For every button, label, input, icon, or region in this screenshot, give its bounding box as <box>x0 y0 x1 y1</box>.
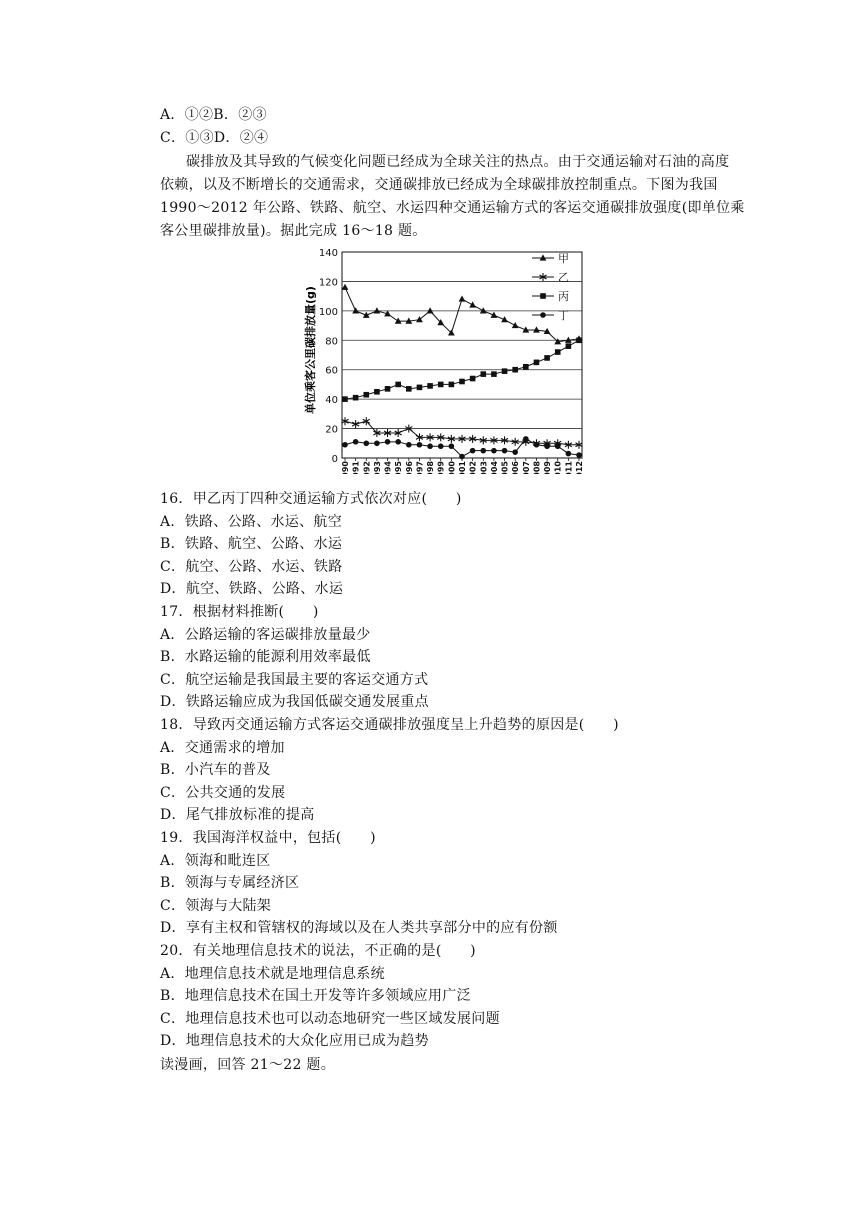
x-tick-label: 1996 <box>404 461 414 474</box>
data-point-square <box>534 360 540 366</box>
data-point-square <box>374 389 380 395</box>
answer-option: B．小汽车的普及 <box>160 762 271 779</box>
answer-option: D．铁路运输应成为我国低碳交通发展重点 <box>160 694 429 711</box>
data-point-square <box>491 371 497 377</box>
data-point-square <box>459 379 465 385</box>
data-point-circle <box>512 449 518 455</box>
data-point-circle <box>427 443 433 449</box>
x-tick-label: 2005 <box>500 461 510 474</box>
x-tick-label: 2004 <box>489 461 499 474</box>
passage-line: 1990～2012 年公路、铁路、航空、水运四种交通运输方式的客运交通碳排放强度(即单位乘 <box>160 200 745 216</box>
data-point-circle <box>363 440 369 446</box>
x-tick-label: 2012 <box>575 461 584 474</box>
data-point-circle <box>385 439 391 445</box>
x-tick-label: 2003 <box>479 461 489 474</box>
x-tick-label: 2011 <box>564 461 574 474</box>
answer-option: C．航空、公路、水运、铁路 <box>160 558 343 575</box>
x-tick-label: 2008 <box>532 461 542 474</box>
x-tick-label: 2006 <box>511 461 521 474</box>
answer-option: B．水路运输的能源利用效率最低 <box>160 649 371 666</box>
data-point-triangle <box>480 307 487 313</box>
answer-option: D．航空、铁路、公路、水运 <box>160 581 344 598</box>
data-point-triangle <box>352 307 359 313</box>
x-tick-label: 2001 <box>458 461 467 474</box>
answer-option: D．地理信息技术的大众化应用已成为趋势 <box>160 1033 429 1050</box>
passage-line: 碳排放及其导致的气候变化问题已经成为全球关注的热点。由于交通运输对石油的高度 <box>186 154 730 170</box>
data-point-circle <box>438 443 444 449</box>
x-tick-label: 1998 <box>426 461 436 474</box>
data-point-triangle <box>374 307 381 313</box>
answer-option: B．地理信息技术在国土开发等许多领域应用广泛 <box>160 988 471 1005</box>
legend-marker <box>540 293 546 299</box>
answer-option: B．领海与专属经济区 <box>160 875 300 892</box>
data-point-circle <box>566 451 572 457</box>
data-point-circle <box>449 443 455 449</box>
answer-option: D．尾气排放标准的提高 <box>160 807 315 824</box>
x-tick-label: 2000 <box>447 461 457 474</box>
data-point-star <box>342 417 349 425</box>
x-tick-label: 2010 <box>553 461 563 474</box>
data-point-triangle <box>342 284 349 290</box>
passage-line: 客公里碳排放量)。据此完成 16～18 题。 <box>160 223 427 239</box>
closing-line: 读漫画，回答 21～22 题。 <box>160 1057 336 1073</box>
data-point-circle <box>395 439 401 445</box>
data-point-circle <box>417 442 423 448</box>
x-tick-label: 2002 <box>468 461 478 474</box>
x-tick-label: 1990 <box>341 461 350 474</box>
x-tick-label: 1991 <box>351 461 361 474</box>
y-axis-label: 单位乘客公里碳排放量(g) <box>304 286 317 414</box>
data-point-square <box>544 355 550 361</box>
data-point-circle <box>534 442 540 448</box>
x-tick-label: 1992 <box>362 461 372 474</box>
data-point-circle <box>470 448 476 454</box>
data-point-square <box>342 396 348 402</box>
answer-option: A．领海和毗连区 <box>160 852 271 869</box>
question-stem: 18．导致丙交通运输方式客运交通碳排放强度呈上升趋势的原因是( ) <box>160 717 619 733</box>
data-point-circle <box>406 442 412 448</box>
data-point-circle <box>491 448 497 454</box>
y-tick-label: 20 <box>325 424 338 436</box>
answer-option: D．享有主权和管辖权的海域以及在人类共享部分中的应有份额 <box>160 920 558 937</box>
y-tick-label: 80 <box>325 336 338 348</box>
data-point-square <box>363 392 369 398</box>
legend-label: 乙 <box>558 271 569 284</box>
data-point-square <box>576 337 582 343</box>
x-tick-label: 2009 <box>543 461 553 474</box>
data-point-circle <box>480 448 486 454</box>
y-tick-label: 60 <box>325 365 338 377</box>
data-point-triangle <box>427 307 434 313</box>
data-point-circle <box>342 442 348 448</box>
data-point-triangle <box>459 295 466 301</box>
x-tick-label: 1997 <box>415 461 425 474</box>
answer-option: C．公共交通的发展 <box>160 784 286 801</box>
x-tick-label: 1994 <box>383 461 393 474</box>
data-point-square <box>566 343 572 349</box>
answer-option: C．地理信息技术也可以动态地研究一些区域发展问题 <box>160 1010 500 1027</box>
y-tick-label: 100 <box>318 306 338 318</box>
legend-label: 丁 <box>558 309 569 322</box>
legend-label: 甲 <box>558 252 569 265</box>
y-tick-label: 0 <box>331 454 338 465</box>
y-tick-label: 120 <box>318 277 338 289</box>
data-point-circle <box>374 440 380 446</box>
data-point-square <box>512 367 518 373</box>
question-stem: 20．有关地理信息技术的说法，不正确的是( ) <box>160 943 476 959</box>
data-point-triangle <box>512 322 519 328</box>
data-point-circle <box>576 452 582 458</box>
option-line: A．①②B．②③ <box>160 107 267 123</box>
passage-line: 依赖，以及不断增长的交通需求，交通碳排放已经成为全球碳排放控制重点。下图为我国 <box>160 177 718 193</box>
data-point-circle <box>502 448 508 454</box>
data-point-star <box>352 420 359 428</box>
data-point-square <box>406 386 412 392</box>
data-point-circle <box>555 443 561 449</box>
data-point-square <box>449 382 455 388</box>
x-tick-label: 1993 <box>372 461 382 474</box>
answer-option: A．交通需求的增加 <box>160 739 285 756</box>
plot-frame <box>342 252 582 458</box>
answer-option: C．航空运输是我国最主要的客运交通方式 <box>160 671 429 688</box>
data-point-square <box>417 385 423 391</box>
data-point-square <box>480 371 486 377</box>
answer-option: C．领海与大陆架 <box>160 897 272 914</box>
data-point-square <box>438 382 444 388</box>
data-point-triangle <box>395 318 402 324</box>
data-point-square <box>470 376 476 382</box>
x-tick-label: 2007 <box>521 461 531 474</box>
data-point-square <box>502 368 508 374</box>
answer-option: B．铁路、航空、公路、水运 <box>160 536 343 553</box>
data-point-square <box>353 395 359 401</box>
x-tick-label: 1999 <box>436 461 446 474</box>
option-line: C．①③D．②④ <box>160 130 269 146</box>
data-point-circle <box>459 454 465 460</box>
data-point-square <box>555 349 561 355</box>
question-stem: 16．甲乙丙丁四种交通运输方式依次对应( ) <box>160 491 462 507</box>
y-tick-label: 40 <box>325 395 338 407</box>
legend-marker <box>540 312 546 318</box>
answer-option: A．地理信息技术就是地理信息系统 <box>160 965 385 982</box>
question-stem: 17．根据材料推断( ) <box>160 604 319 620</box>
y-tick-label: 140 <box>318 248 338 259</box>
data-point-triangle <box>416 316 423 322</box>
data-point-circle <box>353 439 359 445</box>
line-chart-svg <box>300 242 590 474</box>
carbon-emission-chart <box>300 242 590 474</box>
answer-option: A．公路运输的客运碳排放量最少 <box>160 626 371 643</box>
legend-label: 丙 <box>558 290 569 303</box>
data-point-square <box>523 364 529 370</box>
data-point-square <box>395 382 401 388</box>
data-point-circle <box>544 443 550 449</box>
answer-option: A．铁路、公路、水运、航空 <box>160 513 343 530</box>
x-tick-label: 1995 <box>394 461 404 474</box>
data-point-square <box>427 383 433 389</box>
data-point-circle <box>523 436 529 442</box>
question-stem: 19．我国海洋权益中，包括( ) <box>160 830 376 846</box>
data-point-triangle <box>469 301 476 307</box>
data-point-square <box>385 386 391 392</box>
